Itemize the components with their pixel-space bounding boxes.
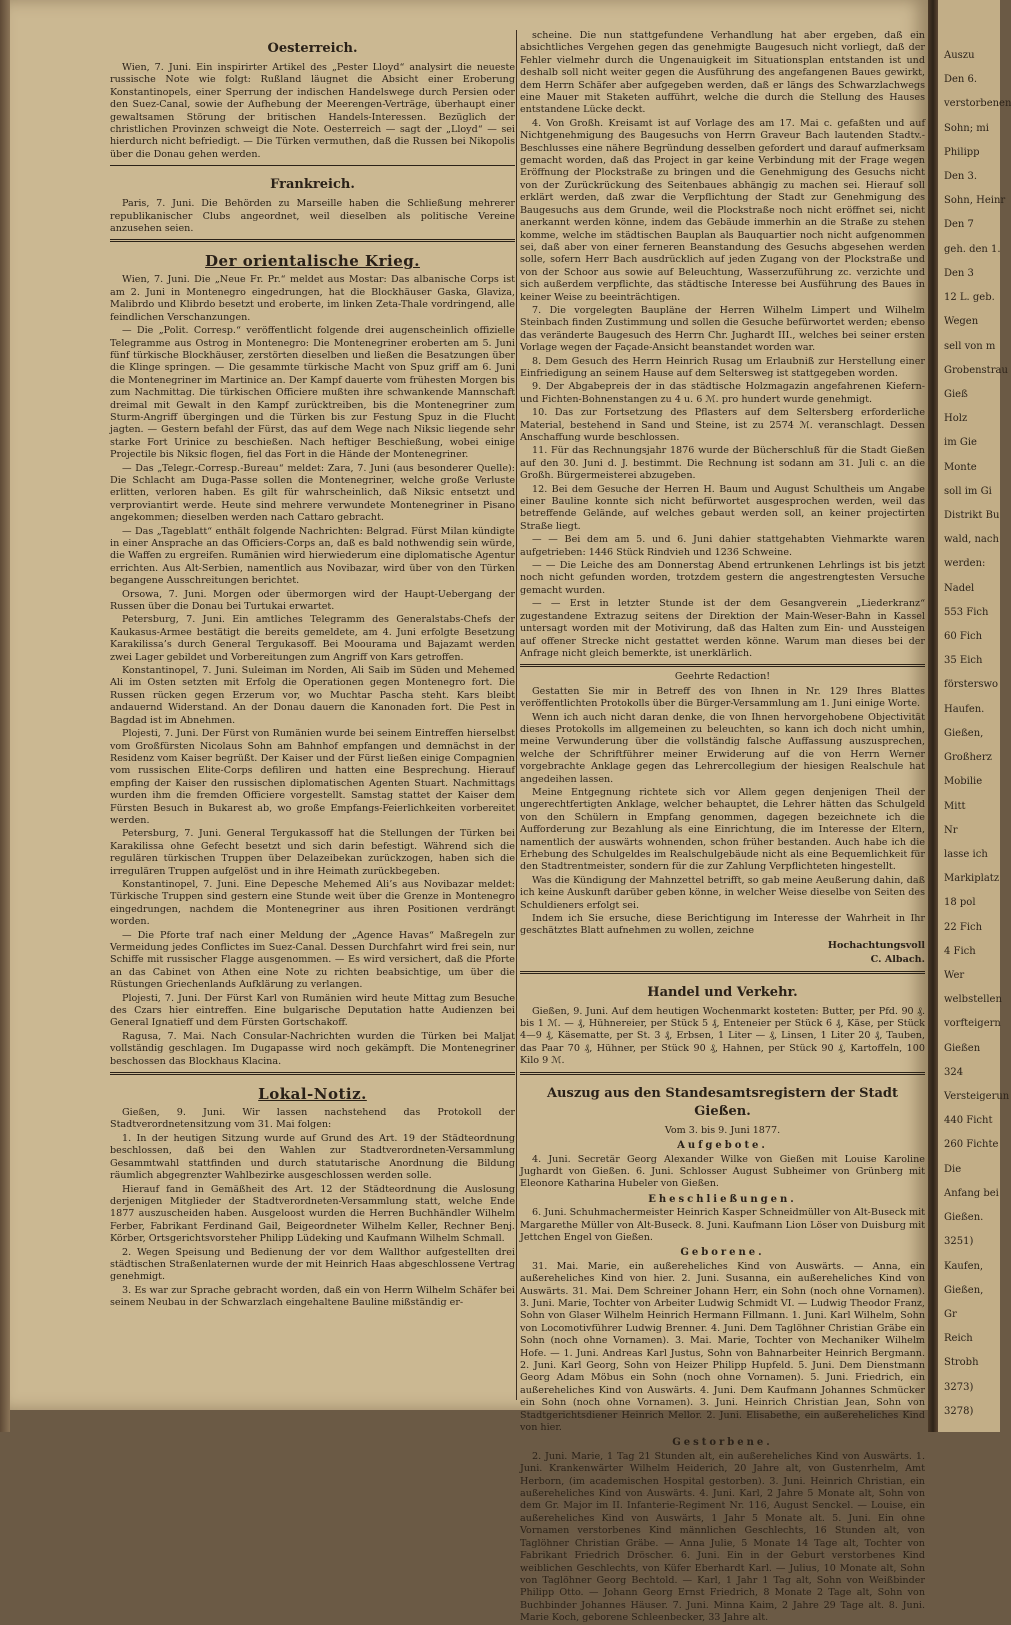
next-page-fragment: Den 6. — [944, 74, 978, 86]
next-page-fragment: Mobilie — [944, 776, 983, 788]
article-frankreich: Paris, 7. Juni. Die Behörden zu Marseille haben die Schließung mehrerer republikanischer Clubs angeordnet, weil dieselben als politische Vereine anzusehen seien. — [110, 198, 515, 235]
next-page-fragment: Gießen, — [944, 727, 984, 739]
section-title-handel: Handel und Verkehr. — [647, 984, 798, 1000]
next-page-edge — [938, 0, 1011, 1432]
letter-paragraph: Was die Kündigung der Mahnzettel betrifft, so gab meine Aeußerung dahin, daß ich keine Auskunft darüber geben könne, in welcher Weise dieselbe von Seiten des Schuldieners erfolgt sei. — [520, 874, 925, 911]
newspaper-page — [10, 0, 928, 1624]
left-column — [110, 30, 515, 1400]
article-paragraph: — — Die Leiche des am Donnerstag Abend ertrunkenen Lehrlings ist bis jetzt noch nicht gefunden worden, trotzdem gestern die angestrengtesten Versuche gemacht wurden. — [520, 560, 925, 596]
article-paragraph: — Das „Telegr.-Corresp.-Bureau“ meldet: Zara, 7. Juni (aus besonderer Quelle): Die Schlacht am Duga-Passe sollen die Montenegriner, welche große Verluste erlitten, verloren haben. Es gilt für wahrscheinlich, daß Niksic entsetzt und verproviantirt werde. Heute sind mehrere verwundete Montenegriner in Pisano angekommen; dieselben werden nach Cattaro gebracht. — [110, 462, 515, 524]
article-paragraph: Petersburg, 7. Juni. General Tergukassoff hat die Stellungen der Türken bei Karakilissa ohne Gefecht besetzt und sich darin befestigt. Während sich die regulären türkischen Truppen über Delazeibekan zurückzogen, haben sich die irregulären Truppen aufgelöst und in ihre Heimath zurückbegeben. — [110, 828, 515, 877]
article-paragraph: 7. Die vorgelegten Baupläne der Herren Wilhelm Limpert und Wilhelm Steinbach finden Zustimmung und sollen die Gesuche befürwortet werden; ebenso das veränderte Baugesuch des Herrn Chr. Jughardt III., welches bei seiner ersten Vorlage wegen der Façade-Ansicht beanstandet worden war. — [520, 304, 925, 354]
article-paragraph: 8. Dem Gesuch des Herrn Heinrich Rusag um Erlaubniß zur Herstellung einer Einfriedigung an seinem Hause auf dem Seltersweg ist stattgegeben worden. — [520, 355, 925, 379]
next-page-fragment: Nadel — [944, 582, 975, 594]
next-page-fragment: Grobenstrau — [944, 364, 1008, 376]
article-paragraph: 2. Wegen Speisung und Bedienung der vor dem Wallthor aufgestellten drei städtischen Straßenlaternen wurde der mit Heinrich Haas abgeschlossene Vertrag genehmigt. — [110, 1246, 515, 1283]
next-page-fragment: Auszu — [944, 50, 975, 61]
next-page-fragment: sell von m — [944, 340, 996, 352]
next-page-fragment: Gießen — [944, 1042, 981, 1054]
section-title-standesamt: Auszug aus den Standesamtsregistern der Stadt Gießen. — [546, 1085, 899, 1119]
next-page-fragment: Strobh — [944, 1357, 979, 1369]
register-gestorbene: 2. Juni. Marie, 1 Tag 21 Stunden alt, ein außereheliches Kind von Auswärts. 1. Juni. Krankenwärter Wilhelm Heiderich, 20 Jahre alt, von Gustenrhelm, Amt Herborn, (im academischen Hospital gestorben). 3. Juni. Heinrich Christian, ein außereheliches Kind von Auswärts. 4. Juni. Karl, 2 Jahre 5 Monate alt, Sohn von dem Gr. Major im II. Infanterie-Regiment Nr. 116, August Senckel. — Louise, ein außereheliches Kind von Auswärts, 1 Jahr 5 Monate alt. 5. Juni. Ein ohne Vornamen verstorbenes Kind männlichen Geschlechts, 16 Stunden alt, von Taglöhner Christian Gräbe. — Anna Julie, 5 Monate 14 Tage alt, Tochter von Fabrikant Friedrich Dröscher. 6. Juni. Ein in der Geburt verstorbenes Kind weiblichen Geschlechts, von Küfer Eberhardt Karl. — Julius, 10 Monate alt, Sohn von Taglöhner Georg Bechtold. — Karl, 1 Jahr 1 Tag alt, Sohn von Weißbinder Philipp Otto. — Johann Georg Ernst Friedrich, 8 Monate 2 Tage alt, Sohn von Buchbinder Johannes Häuser. 7. Juni. Minna Kaim, 2 Jahre 29 Tage alt. 8. Juni. Marie Koch, geborene Schleenbecker, 33 Jahre alt. — [520, 1450, 925, 1624]
section-divider — [520, 664, 925, 667]
next-page-fragment: wald, nach — [944, 534, 999, 546]
subsection-title-aufgebote: Aufgebote. — [677, 1140, 768, 1152]
next-page-fragment: 440 Ficht — [944, 1115, 993, 1127]
next-page-fragment: geh. den 1. — [944, 243, 1001, 255]
article-paragraph: — — Bei dem am 5. und 6. Juni dahier stattgehabten Viehmarkte waren aufgetrieben: 1446 Stück Rindvieh und 1236 Schweine. — [520, 534, 925, 558]
section-title-frankreich: Frankreich. — [270, 177, 355, 193]
article-paragraph: 10. Das zur Fortsetzung des Pflasters auf dem Seltersberg erforderliche Material, bestehend in Sand und Steine, ist zu 2574 ℳ. veranschlagt. Dessen Anschaffung wurde beschlossen. — [520, 407, 925, 443]
article-paragraph: Hierauf fand in Gemäßheit des Art. 12 der Städteordnung die Auslosung derjenigen Mitglieder der Stadtverordneten-Versammlung statt, welche Ende 1877 auszuscheiden haben. Ausgeloost wurden die Herren Buchhändler Wilhelm Ferber, Fabrikant Ferdinand Gail, Beigeordneter Wilhelm Keller, Rechner Benj. Körber, Ortsgerichtsvorsteher Philipp Lüdeking und Kaufmann Wilhelm Schmall. — [110, 1183, 515, 1245]
next-page-fragment: 35 Eich — [944, 655, 983, 667]
next-page-fragment: Gießen. — [944, 1212, 984, 1224]
next-page-fragment: Wegen — [944, 316, 979, 328]
next-page-fragment: Gr — [944, 1308, 957, 1320]
next-page-fragment: Monte — [944, 461, 977, 473]
letter-closing: Hochachtungsvoll — [827, 939, 925, 951]
section-divider — [520, 971, 925, 974]
article-paragraph: — Die Pforte traf nach einer Meldung der „Agence Havas“ Maßregeln zur Vermeidung jedes Conflictes im Suez-Canal. Dessen Durchfahrt wird frei sein, nur Schiffe mit russischer Flagge ausgenommen. — Es wird versichert, daß die Pforte an das Cabinet von Athen eine Note zu richten beabsichtige, um über die Rüstungen Griechenlands Aufklärung zu verlangen. — [110, 929, 515, 991]
next-page-fragment: Den 3 — [944, 267, 974, 279]
next-page-fragment: Gießen, — [944, 1284, 984, 1296]
letter-paragraph: Indem ich Sie ersuche, diese Berichtigung im Interesse der Wahrheit in Ihr geschätztes Blatt aufnehmen zu wollen, zeichne — [520, 913, 925, 937]
article-paragraph: Plojesti, 7. Juni. Der Fürst von Rumänien wurde bei seinem Eintreffen hierselbst vom Großfürsten Nicolaus Sohn am Bahnhof empfangen und demnächst in der Residenz vom Kaiser begrüßt. Der Kaiser und der Fürst ließen einige Compagnien vom russischen Elite-Corps defiliren und hatten eine Besprechung. Hierauf empfing der Kaiser den russischen diplomatischen Agenten Stuart. Nachmittags wurden ihm die fremden Officiere vorgestellt. Samstag stattet der Kaiser dem Fürsten Besuch in Bukarest ab, wo große Empfangs-Feierlichkeiten vorbereitet werden. — [110, 728, 515, 826]
section-divider — [110, 1072, 515, 1075]
next-page-fragment: Sohn, Heinr — [944, 195, 1006, 207]
section-title-lokal: Lokal-Notiz. — [258, 1085, 367, 1104]
next-page-fragment: 324 — [944, 1066, 964, 1078]
next-page-fragment: Distrikt Bu — [944, 510, 1000, 521]
next-page-fragment: försterswo — [944, 679, 999, 691]
article-oesterreich: Wien, 7. Juni. Ein inspirirter Artikel des „Pester Lloyd“ analysirt die neueste russische Note wie folgt: Rußland läugnet die Absicht einer Eroberung Konstantinopels, einer Sperrung der indischen Handelswege durch Persien oder den Suez-Canal, sowie der Aufhebung der Meerengen-Verträge, überhaupt einer gewaltsamen Störung der britischen Handels-Interessen. Bezüglich der christlichen Provinzen schweigt die Note. Oesterreich — sagt der „Lloyd“ — sei hierdurch nicht befriedigt. — Die Türken vermuthen, daß die Russen bei Nikopolis über die Donau gehen werden. — [110, 62, 515, 160]
next-page-fragment: Anfang bei — [944, 1187, 999, 1199]
subsection-title-ehe: Eheschließungen. — [648, 1193, 797, 1205]
article-paragraph: Wien, 7. Juni. Die „Neue Fr. Pr.“ meldet aus Mostar: Das albanische Corps ist am 2. Juni in Montenegro eingedrungen, hat die Blockhäuser Gaska, Glaviza, Malibrdo und Klibrdo besetzt und eroberte, im linken Zeta-Thale vordringend, alle feindlichen Verschanzungen. — [110, 274, 515, 323]
next-page-fragment: Sohn; mi — [944, 122, 989, 134]
article-paragraph: Konstantinopel, 7. Juni. Suleiman im Norden, Ali Saib im Süden und Mehemed Ali im Osten setzten mit Erfolg die Operationen gegen Montenegro fort. Die Russen rücken gegen Erzerum vor, wo Muchtar Pascha steht. Kars bleibt andauernd Widerstand. An der Donau dauern die Kanonaden fort. Die Pest in Bagdad ist im Abnehmen. — [110, 665, 515, 726]
standesamt-period: Vom 3. bis 9. Juni 1877. — [664, 1124, 781, 1136]
next-page-fragment: Mitt — [944, 800, 966, 812]
section-divider — [110, 239, 515, 242]
article-paragraph: 3. Es war zur Sprache gebracht worden, daß ein von Herrn Wilhelm Schäfer bei seinem Neubau in der Schwarzlach eingehaltene Bauline mißständig er- — [110, 1284, 515, 1309]
next-page-fragment: 18 pol — [944, 897, 976, 909]
next-page-fragment: Nr — [944, 824, 958, 836]
article-paragraph: scheine. Die nun stattgefundene Verhandlung hat aber ergeben, daß ein absichtliches Vergehen gegen das genehmigte Baugesuch nicht vorliegt, daß der Fehler vielmehr durch die Ungenauigkeit im Situationsplan entstanden ist und deshalb soll nicht weiter gegen die Ausführung des angefangenen Baues gewirkt, dem Herrn Schäfer aber aufgegeben werden, daß er längs des Schwarzlachwegs eine Mauer mit Staketen aufführt, welche die durch die Stellung des Hauses entstandene Lücke deckt. — [520, 30, 925, 116]
next-page-fragment: Den 3. — [944, 171, 978, 183]
letter-paragraph: Meine Entgegnung richtete sich vor Allem gegen denjenigen Theil der ungerechtfertigten Anklage, welcher behauptet, die Lehrer hätten das Schulgeld von den Schülern in Empfang genommen, dagegen bezeichnete ich die Aufforderung zur Bezahlung als eine Einrichtung, die im Interesse der Eltern, namentlich der auswärts wohnenden, schon früher bestanden. Auch habe ich die Erhebung des Schulgeldes im Realschulgebäude nicht als eine Bequemlichkeit für den Stadtrentmeister, sondern für die zur Zahlung Verpflichteten hingestellt. — [520, 786, 925, 873]
next-page-fragment: 4 Fich — [944, 945, 976, 957]
right-column — [520, 30, 925, 1624]
next-page-fragment: Haufen. — [944, 703, 985, 715]
register-geborene: 31. Mai. Marie, ein außereheliches Kind von Auswärts. — Anna, ein außereheliches Kind von hier. 2. Juni. Susanna, ein außereheliches Kind von Auswärts. 31. Mai. Dem Schreiner Johann Herr, ein Sohn (noch ohne Vornamen). 3. Juni. Marie, Tochter von Arbeiter Ludwig Schmidt VI. — Ludwig Theodor Franz, Sohn von Glaser Wilhelm Heinrich Hermann Fillmann. 1. Juni. Karl Wilhelm, Sohn von Locomotivführer Ludwig Brenner. 4. Juni. Dem Taglöhner Christian Gräbe ein Sohn (noch ohne Vornamen). 3. Mai. Marie, Tochter von Mechaniker Wilhelm Hofe. — 1. Juni. Andreas Karl Justus, Sohn von Bahnarbeiter Heinrich Bergmann. 2. Juni. Karl Georg, Sohn von Heizer Philipp Hupfeld. 5. Juni. Dem Dienstmann Georg Adam Möbus ein Sohn (noch ohne Vornamen). 5. Juni. Friedrich, ein außereheliches Kind von Auswärts. 4. Juni. Dem Kaufmann Johannes Schmücker ein Sohn (noch ohne Vornamen). 3. Juni. Heinrich Christian Jean, Sohn von Stadtgerichtsdiener Heinrich Mellor. 2. Juni. Elisabethe, ein außereheliches Kind von hier. — [520, 1260, 925, 1434]
section-divider — [110, 165, 515, 166]
register-ehe: 6. Juni. Schuhmachermeister Heinrich Kasper Schneidmüller von Alt-Buseck mit Margarethe Müller von Alt-Buseck. 8. Juni. Kaufmann Lion Löser von Duisburg mit Jettchen Engel von Gießen. — [520, 1207, 925, 1243]
letter-salutation: Geehrte Redaction! — [674, 671, 771, 683]
next-page-fragment: Holz — [944, 413, 968, 425]
next-page-fragment: Den 7 — [944, 219, 974, 231]
next-page-fragment: welbstellen — [944, 994, 1002, 1006]
next-page-fragment: im Gie — [944, 437, 977, 449]
next-page-fragment: verstorbenen — [944, 98, 1011, 110]
next-page-fragment: 3251) — [944, 1236, 974, 1248]
section-title-oesterreich: Oesterreich. — [267, 41, 358, 56]
article-paragraph: Gießen, 9. Juni. Wir lassen nachstehend das Protokoll der Stadtverordnetensitzung vom 31. Mai folgen: — [110, 1107, 515, 1131]
article-handel: Gießen, 9. Juni. Auf dem heutigen Wochenmarkt kosteten: Butter, per Pfd. 90 ₰. bis 1 ℳ. — ₰, Hühnereier, per Stück 5 ₰, Enteneier per Stück 6 ₰, Käse, per Stück 4—9 ₰, Käsematte, per St. 3 ₰, Erbsen, 1 Liter — ₰, Linsen, 1 Liter 20 ₰, Tauben, das Paar 70 ₰, Hühner, per Stück 90 ₰, Hahnen, per Stück 90 ₰, Kartoffeln, 100 Kilo 9 ℳ. — [520, 1005, 925, 1067]
next-page-fragment: 22 Fich — [944, 921, 983, 933]
next-page-fragment: Wer — [944, 970, 965, 981]
article-paragraph: Konstantinopel, 7. Juni. Eine Depesche Mehemed Ali’s aus Novibazar meldet: Türkische Truppen sind gestern eine Stunde weit über die Grenze in Montenegro eingedrungen, nachdem die Montenegriner aus ihren Positionen verdrängt worden. — [110, 878, 515, 928]
next-page-fragment: 12 L. geb. — [944, 292, 995, 304]
subsection-title-geborene: Geborene. — [680, 1247, 765, 1259]
article-paragraph: Orsowa, 7. Juni. Morgen oder übermorgen wird der Haupt-Uebergang der Russen über die Donau bei Turtukai erwartet. — [110, 588, 515, 613]
column-rule — [516, 30, 517, 1400]
article-paragraph: Petersburg, 7. Juni. Ein amtliches Telegramm des Generalstabs-Chefs der Kaukasus-Armee bestätigt die bereits gemeldete, am 4. Juni erfolgte Besetzung Karakilissa’s durch General Tergukasoff. Bei Moourama und Bajazamt werden zwei Lager gebildet und Vorbereitungen zum Angriff von Kars getroffen. — [110, 614, 515, 663]
page-gutter — [928, 0, 938, 1432]
next-page-fragment: werden: — [944, 558, 986, 570]
binding-edge — [0, 0, 10, 1432]
next-page-fragment: Die — [944, 1163, 962, 1175]
next-page-fragment: Kaufen, — [944, 1260, 984, 1272]
next-page-fragment: 60 Fich — [944, 631, 983, 643]
letter-paragraph: Gestatten Sie mir in Betreff des von Ihnen in Nr. 129 Ihres Blattes veröffentlichten Protokolls über die Bürger-Versammlung am 1. Juni einige Worte. — [520, 685, 925, 710]
register-aufgebote: 4. Juni. Secretär Georg Alexander Wilke von Gießen mit Louise Karoline Jughardt von Gießen. 6. Juni. Schlosser August Subheimer von Grünberg mit Eleonore Katharina Hubeler von Gießen. — [520, 1153, 925, 1190]
article-paragraph: 1. In der heutigen Sitzung wurde auf Grund des Art. 19 der Städteordnung beschlossen, daß bei den Wahlen zur Stadtverordneten-Versammlung Gesammtwahl stattfinden und durch statutarische Anordnung die Bildung räumlich abgegrenzter Wahlbezirke ausgeschlossen werden solle. — [110, 1132, 515, 1182]
next-page-fragment: 3278) — [944, 1405, 974, 1417]
section-divider — [520, 1072, 925, 1075]
next-page-fragment: vorfteigern — [944, 1018, 1001, 1030]
article-paragraph: — Die „Polit. Corresp.“ veröffentlicht folgende drei augenscheinlich offizielle Telegramme aus Ostrog in Montenegro: Die Montenegriner eroberten am 5. Juni fünf türkische Blockhäuser, zerstörten dieselben und ließen die Besatzungen über die Klinge springen. — Die gesammte türkische Macht von Spuz griff am 6. Juni die Montenegriner im Martinice an. Der Kampf dauerte vom frühesten Morgen bis zum Nachmittag. Die türkischen Officiere mußten ihre schwankende Mannschaft dreimal mit Gewalt in den Kampf zurücktreiben, bis die Montenegriner zum Sturm-Angriff übergingen und die Türken bis zur Festung Spuz in die Flucht jagten. — Gestern befahl der Fürst, das auf dem Wege nach Niksic liegende sehr starke Fort Urinice zu beschießen. Nach heftiger Beschießung, wobei einige Projectile bis Niksic flogen, fiel das Fort in die Hände der Montenegriner. — [110, 325, 515, 461]
next-page-fragment: 553 Fich — [944, 606, 989, 618]
subsection-title-gestorbene: Gestorbene. — [672, 1437, 773, 1449]
next-page-fragment: 260 Fichte — [944, 1139, 999, 1151]
next-page-fragment: Philipp — [944, 146, 980, 158]
next-page-fragment: Reich — [944, 1333, 973, 1345]
next-page-fragment: Markiplatz — [944, 873, 1000, 885]
next-page-fragment: Großherz — [944, 752, 992, 764]
next-page-fragment: 3273) — [944, 1381, 974, 1393]
article-paragraph: 12. Bei dem Gesuche der Herren H. Baum und August Schultheis um Angabe einer Bauline konnte sich nicht befürwortet ausgesprochen werden, weil das betreffende Gelände, auf welches gebaut werden soll, an keiner projectirten Straße liegt. — [520, 483, 925, 532]
letter-paragraph: Wenn ich auch nicht daran denke, die von Ihnen hervorgehobene Objectivität dieses Protokolls im allgemeinen zu beleuchten, so kann ich doch nicht umhin, meine Verwunderung über die vollständig falsche Auffassung auszusprechen, welche der Schriftführer meiner Erwiderung auf die von Herrn Werner vorgebrachte Anklage gegen das Lehrercollegium der hiesigen Realschule hat angedeihen lassen. — [520, 711, 925, 785]
letter-signature: C. Albach. — [870, 954, 925, 966]
next-page-fragment: Versteigerun — [944, 1091, 1010, 1103]
article-paragraph: — Das „Tageblatt“ enthält folgende Nachrichten: Belgrad. Fürst Milan kündigte in einer Ansprache an das Officiers-Corps an, daß es bald nothwendig sein würde, die Waffen zu ergreifen. Rumänien wird hierwiederum eine diplomatische Agentur errichten. Aus Alt-Serbien, namentlich aus Novibazar, wird über von den Türken begangene Ausschreitungen berichtet. — [110, 525, 515, 587]
article-paragraph: 11. Für das Rechnungsjahr 1876 wurde der Bücherschluß für die Stadt Gießen auf den 30. Juni d. J. bestimmt. Die Rechnung ist sodann am 31. Juli c. an die Großh. Bürgermeisterei abzugeben. — [520, 445, 925, 482]
article-paragraph: Plojesti, 7. Juni. Der Fürst Karl von Rumänien wird heute Mittag zum Besuche des Czars hier eintreffen. Eine bulgarische Deputation hatte Audienzen bei General Ignatieff und dem Fürsten Gortschakoff. — [110, 992, 515, 1029]
article-paragraph: Ragusa, 7. Mai. Nach Consular-Nachrichten wurden die Türken bei Maljat vollständig geschlagen. Im Dugapasse wird noch gekämpft. Die Montenegriner beschossen das Blockhaus Klacina. — [110, 1030, 515, 1067]
next-page-fragment: soll im Gi — [944, 485, 992, 497]
article-paragraph: — — Erst in letzter Stunde ist der dem Gesangverein „Liederkranz“ zugestandene Extrazug seitens der Direktion der Main-Weser-Bahn in Kassel untersagt worden mit der Motivirung, daß das Halten zum Ein- und Aussteigen auf offener Strecke nicht gestattet werden könne. Warum man dieses bei der Anfrage nicht gleich bemerkte, ist unerklärlich. — [520, 598, 925, 659]
section-title-krieg: Der orientalische Krieg. — [205, 252, 420, 271]
next-page-fragment: Gieß — [944, 388, 968, 400]
article-paragraph: 4. Von Großh. Kreisamt ist auf Vorlage des am 17. Mai c. gefaßten und auf Nichtgenehmigung des Baugesuchs von Herrn Graveur Bach lautenden Stadtv.-Beschlusses eine nähere Begründung desselben gefordert und darauf aufmerksam gemacht worden, daß das Project in gar keine Verbindung mit der Frage wegen Eröffnung der Plockstraße zu bringen und die Genehmigung des Gesuchs nicht von der Zurückrückung des Seitenbaues abhängig zu machen sei. Hierauf soll erklärt werden, daß zwar die Verpflichtung der Stadt zur Genehmigung des Baugesuchs aus dem Grunde, weil die Plockstraße noch nicht eröffnet sei, nicht anerkannt werden könne, indem das Gebäude immerhin an die Straße zu stehen komme, welche im städtischen Bauplan als Bauquartier noch nicht aufgenommen sei, daß aber von einer ferneren Beanstandung des Gesuchs abgesehen werden solle, sofern Herr Bach ausdrücklich auf jeden Zugang von der Plockstraße und von der Schoor aus sowie auf Beleuchtung, Wasserzuführung zc. verzichte und sich außerdem verpflichte, das städtische Interesse bei Ausführung des Baues in keiner Weise zu beeinträchtigen. — [520, 117, 925, 303]
next-page-fragment: lasse ich — [944, 848, 988, 860]
article-paragraph: 9. Der Abgabepreis der in das städtische Holzmagazin angefahrenen Kiefern- und Fichten-Bohnenstangen zu 4 u. 6 ℳ. pro hundert wurde genehmigt. — [520, 381, 925, 405]
